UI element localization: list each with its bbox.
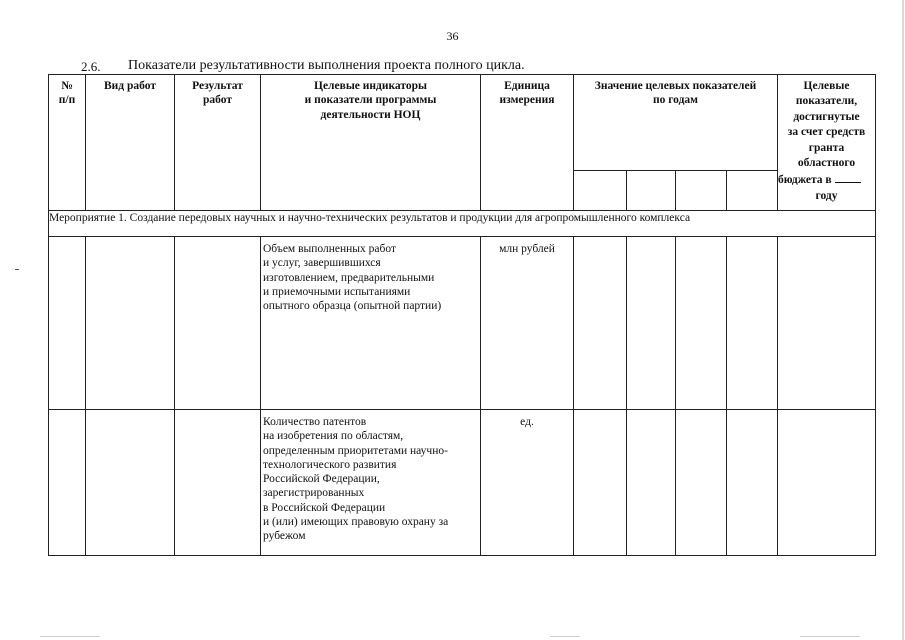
indicators-table [48,74,876,556]
header-grant-line: гранта [808,141,845,154]
header-grant-line: году [815,189,838,202]
header-unit [481,75,574,211]
num-cell [49,237,86,410]
indicator-line: и приемочными испытаниями [263,285,411,298]
year-value-cell [676,410,727,556]
scan-artifact [550,636,580,637]
indicator-line: зарегистрированных [263,487,365,500]
event-title: Мероприятие 1. Создание передовых научных и научно-технических результатов и продукции для агропромышленного комплекса [49,211,876,237]
section-title: Показатели результативности выполнения проекта полного цикла. [128,58,525,73]
header-num-line: № [61,80,73,92]
page-edge [902,0,904,640]
indicator-line: и услуг, завершившихся [263,257,381,270]
unit-cell: ед. [481,410,574,556]
indicator-line: опытного образца (опытной партии) [263,300,442,313]
grant-value-cell [778,410,876,556]
header-grant-line: Целевые [803,80,850,92]
num-cell [49,410,86,556]
year-value-cell [574,237,627,410]
indicator-line: технологического развития [263,458,397,471]
header-num [49,75,86,211]
indicator-line: и (или) имеющих правовую охрану за [263,516,449,529]
scan-artifact [40,636,100,637]
indicator-line: Объем выполненных работ [263,243,396,255]
work-result-cell [175,237,261,410]
year-cell [627,171,676,211]
event-row [49,211,876,237]
header-indicators-line: Целевые индикаторы [314,80,427,92]
year-value-cell [727,237,778,410]
scan-artifact [800,636,860,637]
header-row [49,75,876,171]
indicator-line: определенным приоритетами научно- [263,444,448,457]
year-cell [574,171,627,211]
indicator-line: Российской Федерации, [263,473,380,486]
year-value-cell [727,410,778,556]
header-values-by-year [574,75,778,171]
header-grant-line: областного [797,157,856,170]
indicator-line: изготовлением, предварительными [263,271,435,284]
header-values-line: по годам [652,94,698,107]
header-unit-line: Единица [504,80,550,92]
year-value-cell [627,237,676,410]
year-cell [727,171,778,211]
header-grant-budget-line [778,171,875,188]
section-number: 2.6. [81,59,101,74]
year-value-cell [676,237,727,410]
work-result-cell [175,410,261,556]
work-type-cell [86,410,175,556]
header-work-result-line: Результат [192,80,243,92]
header-grant-line: достигнутые [793,110,860,123]
grant-value-cell [778,237,876,410]
indicator-cell [261,410,481,556]
header-num-line: п/п [58,94,76,107]
indicator-line: Количество патентов [263,416,367,428]
year-value-cell [574,410,627,556]
page-number: 36 [446,29,459,43]
header-work-type-line: Вид работ [104,80,156,92]
header-work-result-line: работ [203,94,232,107]
header-indicators-line: деятельности НОЦ [320,108,421,121]
header-work-type [86,75,175,211]
year-cell [676,171,727,211]
table-row [49,410,876,556]
margin-mark [15,269,19,270]
work-type-cell [86,237,175,410]
header-indicators [261,75,481,211]
indicator-line: в Российской Федерации [263,501,386,514]
header-work-result [175,75,261,211]
indicator-line: на изобретения по областям, [263,430,404,443]
header-grant-budget-prefix: бюджета в [778,174,832,187]
indicator-line: рубежом [263,530,306,543]
unit-cell: млн рублей [481,237,574,410]
year-blank-line [835,171,861,183]
header-grant-line: показатели, [795,95,858,108]
header-unit-line: измерения [499,94,555,107]
year-value-cell [627,410,676,556]
header-values-line: Значение целевых показателей [594,80,757,92]
header-grant-targets [778,75,876,211]
header-grant-line: за счет средств [787,126,866,139]
indicator-cell [261,237,481,410]
table-row [49,237,876,410]
header-indicators-line: и показатели программы [304,94,437,107]
